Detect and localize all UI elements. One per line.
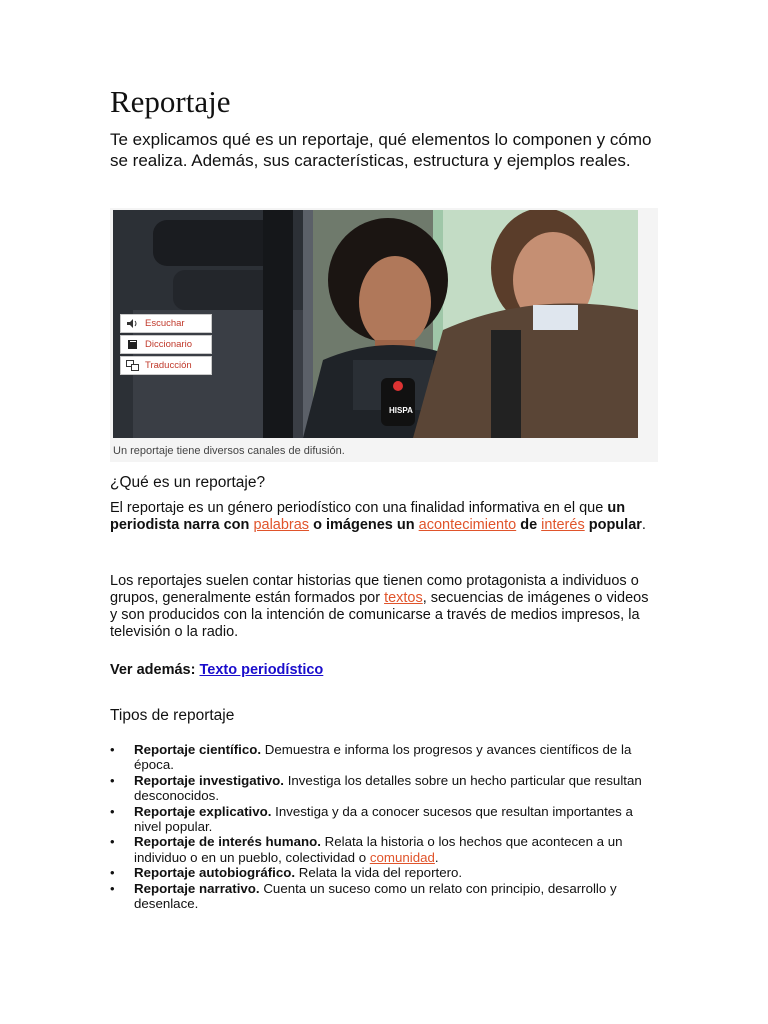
dictionary-button[interactable] xyxy=(120,335,212,354)
list-item xyxy=(110,865,655,880)
definition-text-1: El reportaje es un género periodístico con una finalidad informativa en el que xyxy=(110,500,608,516)
list-item-text: Relata la vida del reportero. xyxy=(295,865,463,881)
link-textos[interactable]: textos xyxy=(384,590,423,606)
dictionary-label: Diccionario xyxy=(145,339,192,350)
list-item-term: Reportaje autobiográfico. xyxy=(134,865,296,881)
listen-label: Escuchar xyxy=(145,318,185,329)
types-list xyxy=(110,742,655,911)
link-acontecimiento[interactable]: acontecimiento xyxy=(418,517,517,533)
translation-button[interactable] xyxy=(120,356,212,375)
list-item-text: Investiga los detalles sobre un hecho particular que resultan desconocidos. xyxy=(134,772,642,804)
details-paragraph xyxy=(110,573,658,641)
book-icon xyxy=(125,339,139,351)
link-comunidad[interactable]: comunidad xyxy=(369,849,435,865)
article-lead: Te explicamos qué es un reportaje, qué elementos lo componen y cómo se realiza. Además, sus características, estructura y ejemplos reales. xyxy=(110,130,652,170)
list-item xyxy=(110,742,655,773)
definition-text-2: . xyxy=(641,517,646,533)
list-item-term: Reportaje de interés humano. xyxy=(134,834,321,850)
list-item-text: Cuenta un suceso como un relato con principio, desarrollo y desenlace. xyxy=(134,880,617,912)
section-heading-types: Tipos de reportaje xyxy=(110,707,235,724)
details-text-2: , secuencias de imágenes o videos y son producidos con la intención de comunicarse a través de medios impresos, la televisión o la radio. xyxy=(110,590,649,640)
translate-icon xyxy=(125,360,139,372)
definition-bold-3: de xyxy=(516,517,542,533)
list-item-text: Demuestra e informa los progresos y avances científicos de la época. xyxy=(134,742,632,773)
figure-caption: Un reportaje tiene diversos canales de difusión. xyxy=(113,445,345,457)
list-item-term: Reportaje científico. xyxy=(134,742,262,757)
list-item xyxy=(110,834,655,865)
definition-paragraph xyxy=(110,500,658,534)
link-interes[interactable]: interés xyxy=(541,517,585,533)
list-item xyxy=(110,804,655,835)
definition-bold-4: popular xyxy=(584,517,642,533)
accessibility-toolbar xyxy=(120,314,212,377)
link-palabras[interactable]: palabras xyxy=(253,517,310,533)
list-item-term: Reportaje investigativo. xyxy=(134,772,284,788)
definition-bold-1: un periodista narra con xyxy=(110,500,626,533)
list-item-text: Relata la historia o los hechos que acontecen a un individuo o en un pueblo, colectividad o xyxy=(134,834,623,865)
see-also xyxy=(110,662,658,679)
details-text-1: Los reportajes suelen contar historias que tienen como protagonista a individuos o grupos, generalmente están formados por xyxy=(110,573,639,606)
definition-bold-2: o imágenes un xyxy=(309,517,419,533)
see-also-label: Ver además: xyxy=(110,662,200,678)
list-item-term: Reportaje explicativo. xyxy=(134,803,272,819)
list-item xyxy=(110,881,655,912)
speaker-icon xyxy=(125,318,139,330)
reporter-photo xyxy=(113,210,638,438)
list-item xyxy=(110,773,655,804)
page-title: Reportaje xyxy=(110,84,231,119)
list-item-tail: . xyxy=(434,849,439,865)
translation-label: Traducción xyxy=(145,360,192,371)
article-figure xyxy=(110,208,658,462)
section-heading-what-is: ¿Qué es un reportaje? xyxy=(110,474,266,491)
listen-button[interactable] xyxy=(120,314,212,333)
list-item-text: Investiga y da a conocer sucesos que resultan importantes a nivel popular. xyxy=(134,803,633,835)
mic-text: HISPA xyxy=(389,406,413,415)
list-item-term: Reportaje narrativo. xyxy=(134,880,260,896)
link-texto-periodistico[interactable]: Texto periodístico xyxy=(199,662,324,678)
